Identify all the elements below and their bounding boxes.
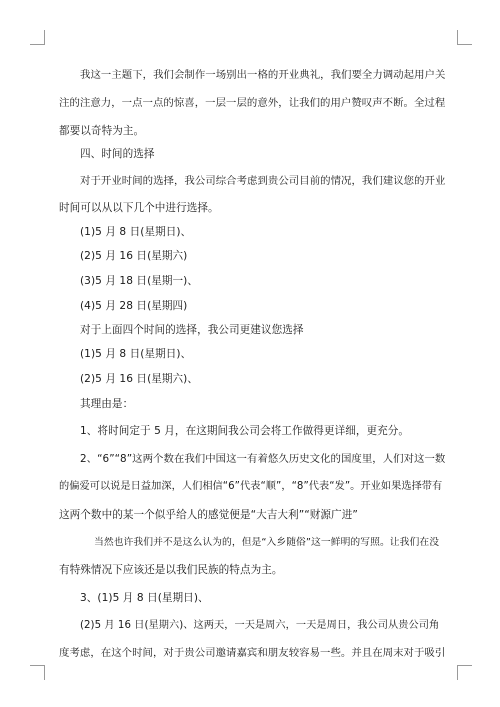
list-item: (3)5 月 18 日(星期一)、	[80, 275, 199, 287]
section-heading: 四、时间的选择	[80, 148, 155, 160]
page-corner-mark-bottom-left	[30, 665, 45, 680]
text-line: 2、“6”“8”这两个数在我们中国这一有着悠久历史文化的国度里，人们对这一数	[80, 453, 446, 465]
text-line: 对于开业时间的选择，我公司综合考虑到贵公司目前的情况，我们建议您的开业	[80, 175, 446, 187]
text-line: 都要以奇特为主。	[59, 125, 145, 137]
list-item: (1)5 月 8 日(星期日)、	[80, 226, 192, 238]
list-item: (2)5 月 16 日(星期六)、	[80, 373, 199, 385]
text-line: 注的注意力，一点一点的惊喜，一层一层的意外，让我们的用户赞叹声不断。全过程	[59, 97, 446, 109]
text-line: 这两个数中的某一个似乎给人的感觉便是“大吉大利”“财源广进”	[59, 509, 358, 521]
list-item: (1)5 月 8 日(星期日)、	[80, 348, 192, 360]
text-line: 1、将时间定于 5 月，在这期间我公司会将工作做得更详细，更充分。	[80, 425, 410, 437]
page-corner-mark-bottom-right	[457, 665, 472, 680]
page-corner-mark-top-right	[457, 30, 472, 45]
text-line: 对于上面四个时间的选择，我公司更建议您选择	[80, 324, 304, 336]
list-item: 3、(1)5 月 8 日(星期日)、	[80, 592, 209, 604]
text-line: 其理由是：	[80, 398, 134, 410]
text-line: (2)5 月 16 日(星期六)、这两天，一天是周六，一天是周日，我公司从贵公司角	[80, 620, 440, 631]
text-line: 我这一主题下，我们会制作一场别出一格的开业典礼，我们要全力调动起用户关	[80, 69, 446, 81]
text-line: 有特殊情况下应该还是以我们民族的特点为主。	[59, 564, 283, 576]
text-line: 当然也许我们并不是这么认为的，但是“入乡随俗”这一鲜明的写照。让我们在没	[94, 537, 440, 548]
text-line: 的偏爱可以说是日益加深，人们相信“6”代表“顺”，“8”代表“发”。开业如果选择带有	[59, 481, 443, 492]
page-corner-mark-top-left	[30, 30, 45, 45]
text-line: 时间可以从以下几个中进行选择。	[59, 202, 219, 214]
list-item: (4)5 月 28 日(星期四)	[80, 300, 188, 312]
list-item: (2)5 月 16 日(星期六)	[80, 250, 188, 262]
text-line: 度考虑，在这个时间，对于贵公司邀请嘉宾和朋友较容易一些。并且在周末对于吸引	[59, 647, 446, 659]
